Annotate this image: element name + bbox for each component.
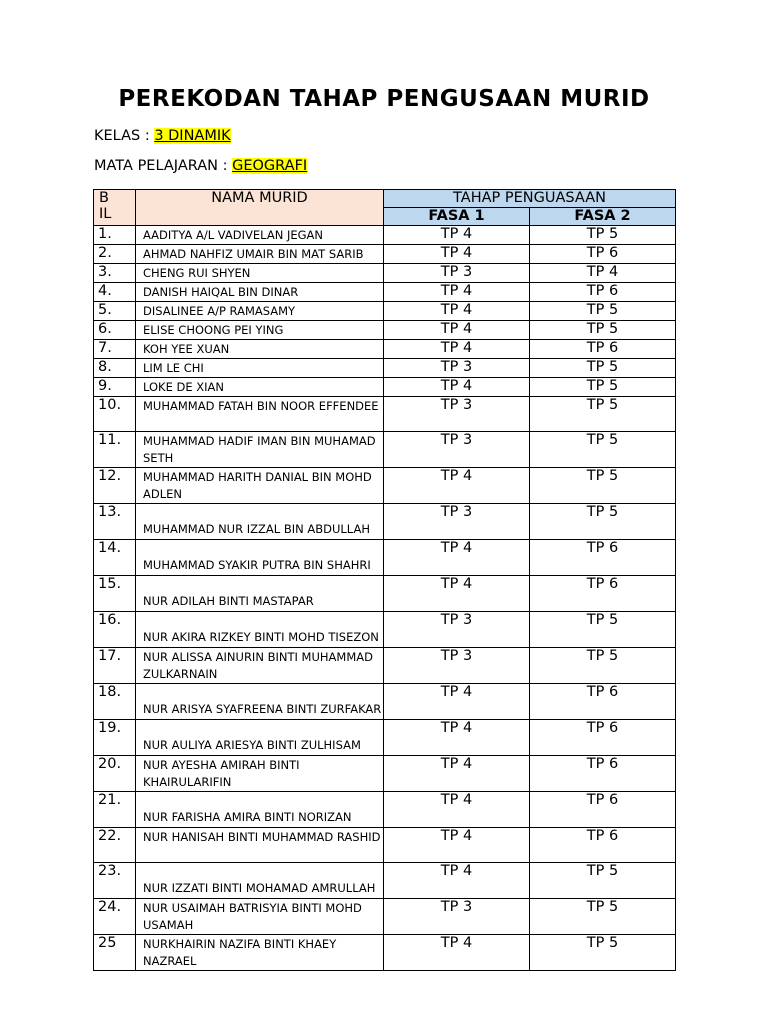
nama-murid-cell: NUR FARISHA AMIRA BINTI NORIZAN xyxy=(136,792,384,828)
fasa-2-cell: TP 5 xyxy=(530,648,676,684)
nama-murid-cell: MUHAMMAD NUR IZZAL BIN ABDULLAH xyxy=(136,504,384,540)
nama-murid-cell: NUR ARISYA SYAFREENA BINTI ZURFAKAR xyxy=(136,684,384,720)
table-row xyxy=(94,468,676,504)
table-row xyxy=(94,648,676,684)
nama-murid-cell: NURKHAIRIN NAZIFA BINTI KHAEY NAZRAEL xyxy=(136,935,384,971)
fasa-1-cell: TP 4 xyxy=(384,226,530,245)
fasa-2-cell: TP 5 xyxy=(530,321,676,340)
table-row xyxy=(94,359,676,378)
fasa-1-cell: TP 4 xyxy=(384,720,530,756)
nama-murid-cell: MUHAMMAD FATAH BIN NOOR EFFENDEE xyxy=(136,397,384,432)
table-row xyxy=(94,684,676,720)
fasa-2-cell: TP 5 xyxy=(530,612,676,648)
fasa-1-cell: TP 4 xyxy=(384,245,530,264)
nama-murid-cell: MUHAMMAD HARITH DANIAL BIN MOHD ADLEN xyxy=(136,468,384,504)
bil-cell: 7. xyxy=(94,340,136,359)
nama-murid-cell: NUR HANISAH BINTI MUHAMMAD RASHID xyxy=(136,828,384,863)
bil-cell: 3. xyxy=(94,264,136,283)
table-row xyxy=(94,340,676,359)
bil-cell: 25 xyxy=(94,935,136,971)
table-row xyxy=(94,397,676,432)
fasa-2-cell: TP 5 xyxy=(530,378,676,397)
fasa-1-cell: TP 4 xyxy=(384,828,530,863)
bil-cell: 4. xyxy=(94,283,136,302)
nama-murid-cell: NUR USAIMAH BATRISYIA BINTI MOHD USAMAH xyxy=(136,899,384,935)
table-row xyxy=(94,504,676,540)
fasa-2-cell: TP 6 xyxy=(530,720,676,756)
bil-cell: 10. xyxy=(94,397,136,432)
mata-pelajaran-label: MATA PELAJARAN : xyxy=(94,158,233,174)
bil-cell: 16. xyxy=(94,612,136,648)
table-row xyxy=(94,432,676,468)
table-row xyxy=(94,283,676,302)
table-row xyxy=(94,935,676,971)
bil-cell: 1. xyxy=(94,226,136,245)
bil-cell: 6. xyxy=(94,321,136,340)
nama-murid-cell: NUR ADILAH BINTI MASTAPAR xyxy=(136,576,384,612)
fasa-1-cell: TP 4 xyxy=(384,792,530,828)
nama-murid-cell: AADITYA A/L VADIVELAN JEGAN xyxy=(136,226,384,245)
nama-murid-cell: MUHAMMAD HADIF IMAN BIN MUHAMAD SETH xyxy=(136,432,384,468)
fasa-2-cell: TP 6 xyxy=(530,756,676,792)
fasa-1-cell: TP 4 xyxy=(384,935,530,971)
fasa-2-cell: TP 5 xyxy=(530,397,676,432)
fasa-1-cell: TP 3 xyxy=(384,899,530,935)
nama-murid-cell: NUR AULIYA ARIESYA BINTI ZULHISAM xyxy=(136,720,384,756)
nama-murid-cell: NUR AYESHA AMIRAH BINTI KHAIRULARIFIN xyxy=(136,756,384,792)
header-nama-murid: NAMA MURID xyxy=(136,190,384,226)
fasa-2-cell: TP 5 xyxy=(530,359,676,378)
fasa-1-cell: TP 4 xyxy=(384,576,530,612)
fasa-2-cell: TP 6 xyxy=(530,792,676,828)
fasa-1-cell: TP 4 xyxy=(384,684,530,720)
page-title: PEREKODAN TAHAP PENGUSAAN MURID xyxy=(118,86,650,112)
nama-murid-cell: NUR AKIRA RIZKEY BINTI MOHD TISEZON xyxy=(136,612,384,648)
mata-pelajaran-line xyxy=(94,158,307,174)
nama-murid-cell: AHMAD NAHFIZ UMAIR BIN MAT SARIB xyxy=(136,245,384,264)
fasa-2-cell: TP 5 xyxy=(530,432,676,468)
table-row xyxy=(94,792,676,828)
bil-cell: 21. xyxy=(94,792,136,828)
fasa-1-cell: TP 4 xyxy=(384,468,530,504)
fasa-1-cell: TP 4 xyxy=(384,540,530,576)
nama-murid-cell: DANISH HAIQAL BIN DINAR xyxy=(136,283,384,302)
nama-murid-cell: LIM LE CHI xyxy=(136,359,384,378)
bil-cell: 2. xyxy=(94,245,136,264)
fasa-2-cell: TP 5 xyxy=(530,935,676,971)
table-row xyxy=(94,378,676,397)
bil-cell: 22. xyxy=(94,828,136,863)
table-row xyxy=(94,863,676,899)
fasa-2-cell: TP 5 xyxy=(530,226,676,245)
bil-cell: 9. xyxy=(94,378,136,397)
fasa-2-cell: TP 5 xyxy=(530,899,676,935)
table-row xyxy=(94,245,676,264)
nama-murid-cell: DISALINEE A/P RAMASAMY xyxy=(136,302,384,321)
table-row xyxy=(94,540,676,576)
bil-cell: 5. xyxy=(94,302,136,321)
table-row xyxy=(94,720,676,756)
kelas-value: 3 DINAMIK xyxy=(154,128,231,144)
kelas-line xyxy=(94,128,231,144)
nama-murid-cell: LOKE DE XIAN xyxy=(136,378,384,397)
table-row xyxy=(94,226,676,245)
header-fasa-1: FASA 1 xyxy=(384,208,530,226)
fasa-1-cell: TP 3 xyxy=(384,432,530,468)
fasa-1-cell: TP 4 xyxy=(384,863,530,899)
fasa-1-cell: TP 3 xyxy=(384,648,530,684)
kelas-label: KELAS : xyxy=(94,128,155,144)
fasa-1-cell: TP 3 xyxy=(384,504,530,540)
mata-pelajaran-value: GEOGRAFI xyxy=(232,158,308,174)
nama-murid-cell: MUHAMMAD SYAKIR PUTRA BIN SHAHRI xyxy=(136,540,384,576)
header-bil: BIL xyxy=(94,190,136,226)
bil-cell: 24. xyxy=(94,899,136,935)
table-row xyxy=(94,899,676,935)
bil-cell: 18. xyxy=(94,684,136,720)
fasa-2-cell: TP 6 xyxy=(530,245,676,264)
table-row xyxy=(94,302,676,321)
bil-cell: 20. xyxy=(94,756,136,792)
nama-murid-cell: CHENG RUI SHYEN xyxy=(136,264,384,283)
nama-murid-cell: KOH YEE XUAN xyxy=(136,340,384,359)
fasa-2-cell: TP 6 xyxy=(530,340,676,359)
fasa-1-cell: TP 4 xyxy=(384,378,530,397)
bil-cell: 11. xyxy=(94,432,136,468)
table-body xyxy=(94,226,676,971)
bil-cell: 13. xyxy=(94,504,136,540)
bil-cell: 19. xyxy=(94,720,136,756)
fasa-2-cell: TP 6 xyxy=(530,540,676,576)
bil-cell: 14. xyxy=(94,540,136,576)
table-row xyxy=(94,756,676,792)
bil-cell: 17. xyxy=(94,648,136,684)
bil-cell: 23. xyxy=(94,863,136,899)
fasa-1-cell: TP 4 xyxy=(384,302,530,321)
fasa-1-cell: TP 4 xyxy=(384,340,530,359)
nama-murid-cell: ELISE CHOONG PEI YING xyxy=(136,321,384,340)
table-row xyxy=(94,264,676,283)
fasa-2-cell: TP 5 xyxy=(530,468,676,504)
header-tahap-penguasaan: TAHAP PENGUASAAN xyxy=(384,190,676,208)
fasa-2-cell: TP 6 xyxy=(530,283,676,302)
fasa-1-cell: TP 4 xyxy=(384,321,530,340)
fasa-2-cell: TP 5 xyxy=(530,302,676,321)
fasa-2-cell: TP 4 xyxy=(530,264,676,283)
table-row xyxy=(94,576,676,612)
table-row xyxy=(94,828,676,863)
fasa-2-cell: TP 5 xyxy=(530,863,676,899)
fasa-2-cell: TP 5 xyxy=(530,504,676,540)
bil-cell: 15. xyxy=(94,576,136,612)
fasa-2-cell: TP 6 xyxy=(530,576,676,612)
table-row xyxy=(94,321,676,340)
fasa-2-cell: TP 6 xyxy=(530,684,676,720)
header-fasa-2: FASA 2 xyxy=(530,208,676,226)
nama-murid-cell: NUR IZZATI BINTI MOHAMAD AMRULLAH xyxy=(136,863,384,899)
fasa-1-cell: TP 4 xyxy=(384,283,530,302)
tahap-penguasaan-table xyxy=(93,189,676,971)
bil-cell: 12. xyxy=(94,468,136,504)
fasa-1-cell: TP 3 xyxy=(384,612,530,648)
fasa-1-cell: TP 3 xyxy=(384,264,530,283)
fasa-2-cell: TP 6 xyxy=(530,828,676,863)
bil-cell: 8. xyxy=(94,359,136,378)
fasa-1-cell: TP 3 xyxy=(384,359,530,378)
fasa-1-cell: TP 4 xyxy=(384,756,530,792)
table-row xyxy=(94,612,676,648)
nama-murid-cell: NUR ALISSA AINURIN BINTI MUHAMMAD ZULKARNAIN xyxy=(136,648,384,684)
fasa-1-cell: TP 3 xyxy=(384,397,530,432)
